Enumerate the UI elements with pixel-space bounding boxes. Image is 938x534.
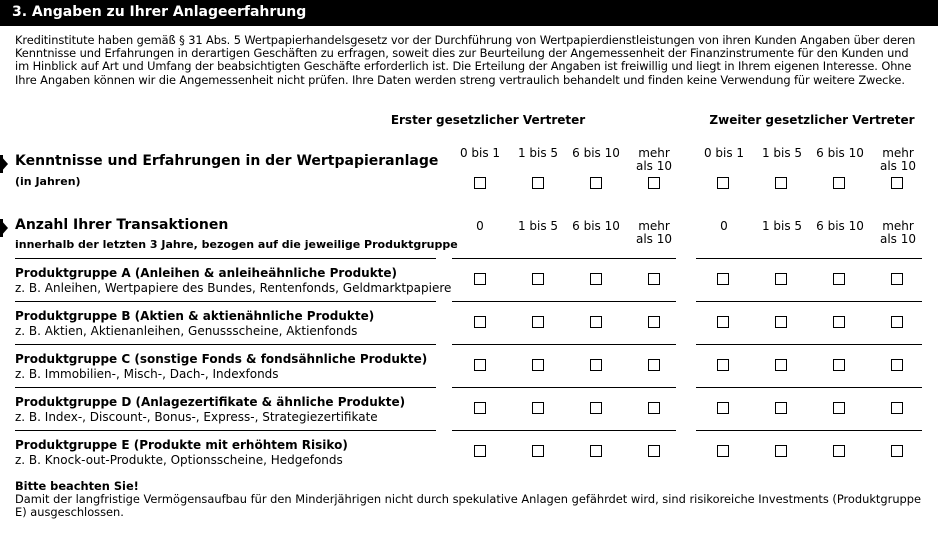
transaction-checkbox[interactable] xyxy=(648,402,660,414)
product-example: z. B. Index-, Discount-, Bonus-, Express-, Strategiezertifikate xyxy=(15,410,378,424)
knowledge-checkbox[interactable] xyxy=(833,177,845,189)
transaction-checkbox[interactable] xyxy=(648,359,660,371)
row-divider xyxy=(696,344,922,345)
transaction-checkbox[interactable] xyxy=(532,359,544,371)
product-row xyxy=(15,309,374,339)
transactions-subtitle: innerhalb der letzten 3 Jahre, bezogen auf die jeweilige Produktgruppe xyxy=(15,238,458,251)
row-divider xyxy=(696,258,922,259)
transaction-checkbox[interactable] xyxy=(891,359,903,371)
transactions-col-more-second: mehr als 10 xyxy=(879,219,917,246)
transaction-checkbox[interactable] xyxy=(775,445,787,457)
product-example: z. B. Knock-out-Produkte, Optionsscheine, Hedgefonds xyxy=(15,453,343,467)
row-divider xyxy=(15,258,436,259)
knowledge-col-0-1: 0 bis 1 xyxy=(459,146,501,160)
transactions-col-1-5-second: 1 bis 5 xyxy=(761,219,803,233)
row-divider xyxy=(15,301,436,302)
transactions-col-6-10-second: 6 bis 10 xyxy=(816,219,864,233)
product-title: Produktgruppe C (sonstige Fonds & fondsähnliche Produkte) xyxy=(15,352,428,366)
transaction-checkbox[interactable] xyxy=(833,273,845,285)
transaction-checkbox[interactable] xyxy=(590,359,602,371)
transaction-checkbox[interactable] xyxy=(532,445,544,457)
product-row xyxy=(15,438,348,468)
product-title: Produktgruppe D (Anlagezertifikate & ähnliche Produkte) xyxy=(15,395,406,409)
transaction-checkbox[interactable] xyxy=(717,402,729,414)
knowledge-col-more: mehr als 10 xyxy=(635,146,673,173)
transaction-checkbox[interactable] xyxy=(775,402,787,414)
row-divider xyxy=(452,301,676,302)
product-title: Produktgruppe B (Aktien & aktienähnliche Produkte) xyxy=(15,309,375,323)
product-example: z. B. Aktien, Aktienanleihen, Genussscheine, Aktienfonds xyxy=(15,324,358,338)
row-divider xyxy=(452,258,676,259)
transactions-col-0-second: 0 xyxy=(720,219,728,233)
transaction-checkbox[interactable] xyxy=(590,445,602,457)
knowledge-checkbox[interactable] xyxy=(717,177,729,189)
transaction-checkbox[interactable] xyxy=(833,402,845,414)
row-divider xyxy=(452,344,676,345)
notice-title: Bitte beachten Sie! xyxy=(15,479,139,493)
product-example: z. B. Anleihen, Wertpapiere des Bundes, Rentenfonds, Geldmarktpapiere xyxy=(15,281,452,295)
transaction-checkbox[interactable] xyxy=(648,273,660,285)
row-divider xyxy=(15,344,436,345)
first-representative-heading: Erster gesetzlicher Vertreter xyxy=(390,113,586,127)
transaction-checkbox[interactable] xyxy=(532,273,544,285)
product-row xyxy=(15,266,451,296)
knowledge-checkbox[interactable] xyxy=(590,177,602,189)
knowledge-col-1-5: 1 bis 5 xyxy=(517,146,559,160)
transaction-checkbox[interactable] xyxy=(717,445,729,457)
transaction-checkbox[interactable] xyxy=(717,273,729,285)
transactions-col-1-5: 1 bis 5 xyxy=(517,219,559,233)
transaction-checkbox[interactable] xyxy=(775,316,787,328)
knowledge-checkbox[interactable] xyxy=(891,177,903,189)
knowledge-checkbox[interactable] xyxy=(648,177,660,189)
product-title: Produktgruppe A (Anleihen & anleiheähnliche Produkte) xyxy=(15,266,398,280)
transactions-section xyxy=(0,217,458,257)
product-example: z. B. Immobilien-, Misch-, Dach-, Indexfonds xyxy=(15,367,279,381)
transaction-checkbox[interactable] xyxy=(590,402,602,414)
section-title: 3. Angaben zu Ihrer Anlageerfahrung xyxy=(12,4,307,20)
second-representative-heading: Zweiter gesetzlicher Vertreter xyxy=(709,113,915,127)
transaction-checkbox[interactable] xyxy=(717,359,729,371)
knowledge-checkbox[interactable] xyxy=(474,177,486,189)
transaction-checkbox[interactable] xyxy=(833,445,845,457)
transaction-checkbox[interactable] xyxy=(891,445,903,457)
transaction-checkbox[interactable] xyxy=(717,316,729,328)
section-header xyxy=(0,0,938,26)
transaction-checkbox[interactable] xyxy=(474,316,486,328)
knowledge-col-more-second: mehr als 10 xyxy=(879,146,917,173)
transaction-checkbox[interactable] xyxy=(833,316,845,328)
knowledge-subtitle: (in Jahren) xyxy=(15,175,81,188)
notice xyxy=(15,480,925,519)
transaction-checkbox[interactable] xyxy=(648,445,660,457)
product-title: Produktgruppe E (Produkte mit erhöhtem Risiko) xyxy=(15,438,348,452)
row-divider xyxy=(696,387,922,388)
transaction-checkbox[interactable] xyxy=(590,316,602,328)
transaction-checkbox[interactable] xyxy=(833,359,845,371)
transaction-checkbox[interactable] xyxy=(891,273,903,285)
row-divider xyxy=(15,430,436,431)
section-marker-icon xyxy=(0,219,8,237)
transactions-col-6-10: 6 bis 10 xyxy=(572,219,620,233)
knowledge-col-1-5-second: 1 bis 5 xyxy=(761,146,803,160)
section-marker-icon xyxy=(0,155,8,173)
transaction-checkbox[interactable] xyxy=(775,359,787,371)
transaction-checkbox[interactable] xyxy=(474,359,486,371)
knowledge-checkbox[interactable] xyxy=(775,177,787,189)
row-divider xyxy=(696,430,922,431)
intro-text: Kreditinstitute haben gemäß § 31 Abs. 5 Wertpapierhandelsgesetz vor der Durchführung von Wertpapierdienstleistungen von ihren Kunden Angaben über deren Kenntnisse und Erfahrungen in derartigen Geschäften zu erfragen, soweit dies zur Beurteilung der Angemessenheit der Finanzinstrumente für den Kunden und im Hinblick auf Art und Umfang der beabsichtigten Geschäfte erforderlich ist. Die Erteilung der Angaben ist freiwillig und liegt in Ihrem eigenen Interesse. Ohne Ihre Angaben können wir die Angemessenheit nicht prüfen. Ihre Daten werden streng vertraulich behandelt und finden keine Verwendung für weitere Zwecke. xyxy=(15,33,916,87)
transaction-checkbox[interactable] xyxy=(891,316,903,328)
knowledge-title: Kenntnisse und Erfahrungen in der Wertpapieranlage xyxy=(15,153,439,169)
transaction-checkbox[interactable] xyxy=(532,402,544,414)
knowledge-col-6-10: 6 bis 10 xyxy=(572,146,620,160)
knowledge-checkbox[interactable] xyxy=(532,177,544,189)
row-divider xyxy=(452,430,676,431)
row-divider xyxy=(696,301,922,302)
transaction-checkbox[interactable] xyxy=(474,273,486,285)
transactions-col-0: 0 xyxy=(476,219,484,233)
row-divider xyxy=(15,387,436,388)
transaction-checkbox[interactable] xyxy=(474,402,486,414)
transactions-title: Anzahl Ihrer Transaktionen xyxy=(15,217,229,233)
transaction-checkbox[interactable] xyxy=(590,273,602,285)
transaction-checkbox[interactable] xyxy=(648,316,660,328)
transaction-checkbox[interactable] xyxy=(775,273,787,285)
knowledge-col-6-10-second: 6 bis 10 xyxy=(816,146,864,160)
transaction-checkbox[interactable] xyxy=(891,402,903,414)
product-row xyxy=(15,352,427,382)
row-divider xyxy=(452,387,676,388)
knowledge-section xyxy=(0,153,440,193)
transaction-checkbox[interactable] xyxy=(532,316,544,328)
transaction-checkbox[interactable] xyxy=(474,445,486,457)
knowledge-col-0-1-second: 0 bis 1 xyxy=(703,146,745,160)
product-row xyxy=(15,395,405,425)
transactions-col-more: mehr als 10 xyxy=(635,219,673,246)
notice-text: Damit der langfristige Vermögensaufbau für den Minderjährigen nicht durch spekulative Anlagen gefährdet wird, sind risikoreiche Investments (Produktgruppe E) ausgeschlossen. xyxy=(15,492,922,519)
